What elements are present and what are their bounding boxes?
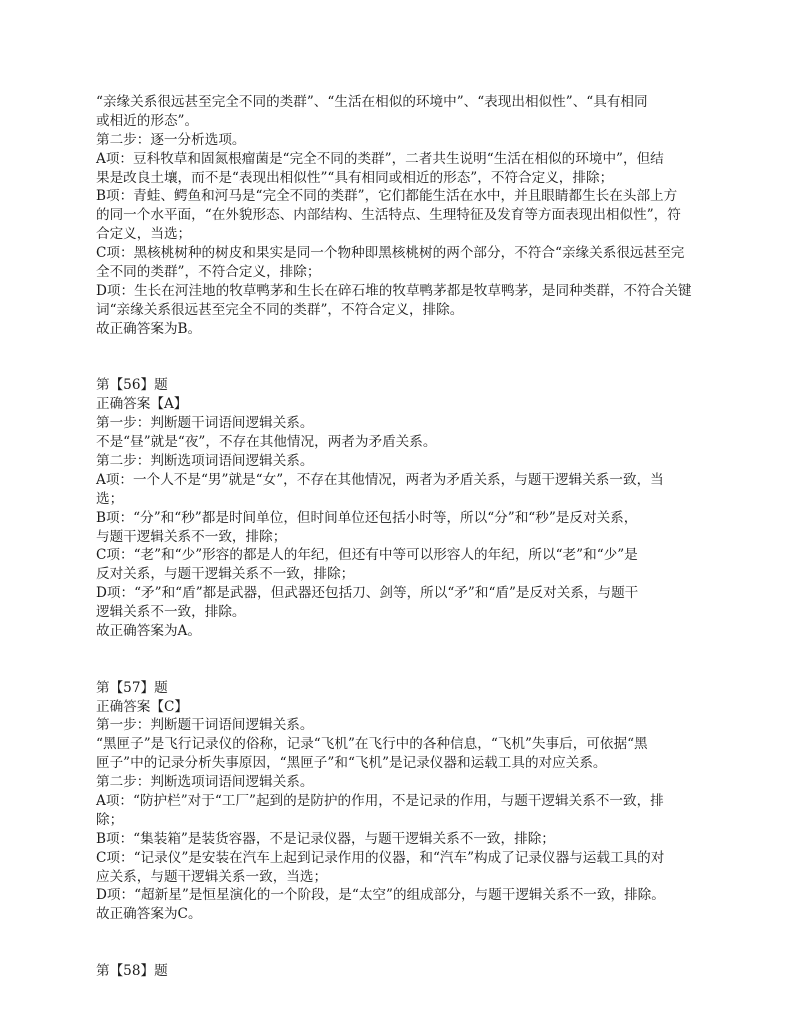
correct-answer: 正确答案【C】 <box>96 698 188 715</box>
step-heading: 第二步：逐一分析选项。 <box>96 131 246 148</box>
text-line: 除； <box>96 811 124 828</box>
option-a-text: A项：一个人不是“男”就是“女”，不存在其他情况，两者为矛盾关系，与题干逻辑关系一致，当 <box>96 471 664 488</box>
correct-answer: 正确答案【A】 <box>96 396 188 413</box>
answer-conclusion: 故正确答案为C。 <box>96 906 202 923</box>
option-c-text: C项：“老”和“少”形容的都是人的年纪，但还有中等可以形容人的年纪，所以“老”和“少”是 <box>96 547 638 564</box>
option-b-text: B项：青蛙、鳄鱼和河马是“完全不同的类群”，它们都能生活在水中，并且眼睛都生长在头部上方 <box>96 188 678 205</box>
step-heading: 第一步：判断题干词语间逻辑关系。 <box>96 415 314 432</box>
text-line: “黑匣子”是飞行记录仪的俗称，记录“飞机”在飞行中的各种信息，“飞机”失事后，可依据“黑 <box>96 736 648 753</box>
document-page <box>96 93 708 981</box>
text-line: 的同一个水平面，“在外貌形态、内部结构、生活特点、生理特征及发育等方面表现出相似性”，符 <box>96 207 681 224</box>
step-heading: 第二步：判断选项词语间逻辑关系。 <box>96 452 314 469</box>
option-b-text: B项：“集装箱”是装货容器，不是记录仪器，与题干逻辑关系不一致，排除； <box>96 830 555 847</box>
question-number: 第【57】题 <box>96 679 168 696</box>
option-b-text: B项：“分”和“秒”都是时间单位，但时间单位还包括小时等，所以“分”和“秒”是反对关系， <box>96 509 638 526</box>
question-number: 第【58】题 <box>96 963 168 980</box>
step-heading: 第二步：判断选项词语间逻辑关系。 <box>96 774 314 791</box>
section-spacer <box>96 641 708 679</box>
text-line: 匣子”中的记录分析失事原因，“黑匣子”和“飞机”是记录仪器和运载工具的对应关系。 <box>96 755 607 772</box>
option-a-text: A项：“防护栏”对于“工厂”起到的是防护的作用，不是记录的作用，与题干逻辑关系不一致，排 <box>96 792 664 809</box>
option-c-text: C项：黑核桃树种的树皮和果实是同一个物种即黑核桃树的两个部分，不符合“亲缘关系很远甚至完 <box>96 245 685 262</box>
option-d-text: D项：生长在河洼地的牧草鸭茅和生长在碎石堆的牧草鸭茅都是牧草鸭茅，是同种类群，不符合关键 <box>96 282 692 299</box>
text-line: 或相近的形态”。 <box>96 112 199 129</box>
text-line: 与题干逻辑关系不一致，排除； <box>96 528 287 545</box>
text-line: 选； <box>96 490 124 507</box>
section-spacer <box>96 339 708 377</box>
option-c-text: C项：“记录仪”是安装在汽车上起到记录作用的仪器，和“汽车”构成了记录仪器与运载工具的对 <box>96 849 665 866</box>
section-spacer <box>96 924 708 962</box>
section-q58 <box>96 962 708 981</box>
section-q55 <box>96 93 708 339</box>
step-heading: 第一步：判断题干词语间逻辑关系。 <box>96 717 314 734</box>
option-a-text: A项：豆科牧草和固氮根瘤菌是“完全不同的类群”，二者共生说明“生活在相似的环境中”，但结 <box>96 150 664 167</box>
text-line: 反对关系，与题干逻辑关系不一致，排除； <box>96 566 355 583</box>
option-d-text: D项：“超新星”是恒星演化的一个阶段，是“太空”的组成部分，与题干逻辑关系不一致，排除。 <box>96 887 665 904</box>
section-q57 <box>96 679 708 925</box>
text-line: 不是“昼”就是“夜”，不存在其他情况，两者为矛盾关系。 <box>96 434 437 451</box>
text-line: 全不同的类群”，不符合定义，排除； <box>96 264 321 281</box>
section-q56 <box>96 376 708 640</box>
text-line: 应关系，与题干逻辑关系一致，当选； <box>96 868 328 885</box>
question-number: 第【56】题 <box>96 377 168 394</box>
option-d-text: D项：“矛”和“盾”都是武器，但武器还包括刀、剑等，所以“矛”和“盾”是反对关系，与题干 <box>96 585 639 602</box>
text-line: 词“亲缘关系很远甚至完全不同的类群”，不符合定义，排除。 <box>96 301 464 318</box>
text-line: “亲缘关系很远甚至完全不同的类群”、“生活在相似的环境中”、“表现出相似性”、“具有相同 <box>96 94 648 110</box>
answer-conclusion: 故正确答案为B。 <box>96 320 202 337</box>
answer-conclusion: 故正确答案为A。 <box>96 622 201 639</box>
text-line: 合定义，当选； <box>96 226 192 243</box>
text-line: 逻辑关系不一致，排除。 <box>96 604 246 621</box>
text-line: 果是改良土壤，而不是“表现出相似性”“具有相同或相近的形态”，不符合定义，排除； <box>96 169 614 186</box>
